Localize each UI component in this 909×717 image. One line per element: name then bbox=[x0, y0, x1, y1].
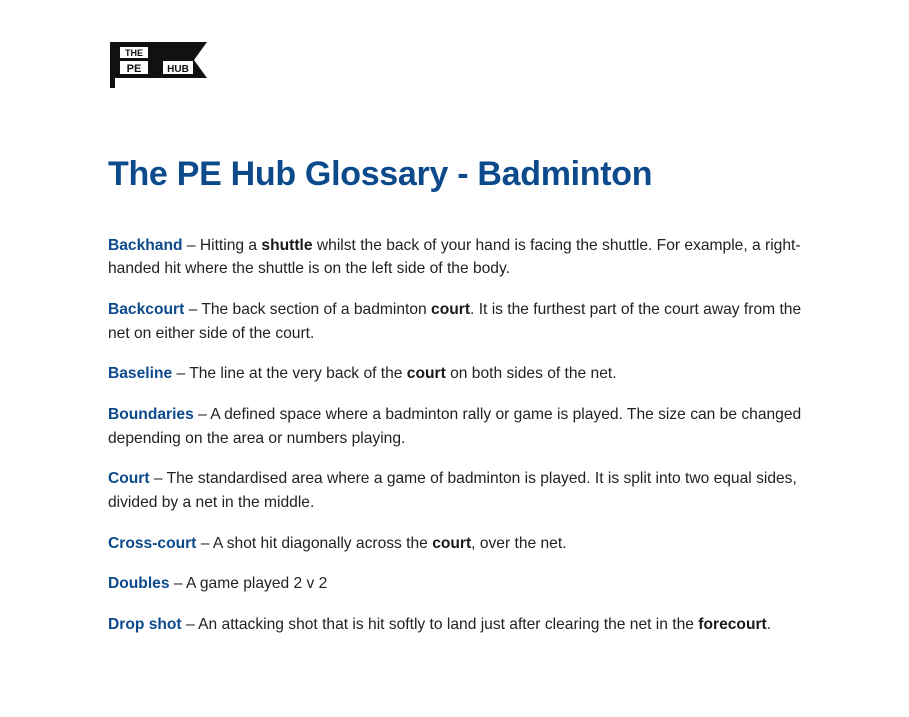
glossary-text: The standardised area where a game of badminton is played. It is split into two equal sides, divided by a net in the middle. bbox=[108, 470, 797, 512]
glossary-text: A shot hit diagonally across the bbox=[212, 534, 433, 552]
glossary-keyword: forecourt bbox=[698, 616, 767, 634]
glossary-entry bbox=[108, 613, 808, 637]
glossary-text: on both sides of the net. bbox=[445, 365, 617, 383]
glossary-dash: – bbox=[184, 300, 202, 318]
glossary-entry bbox=[108, 298, 808, 345]
glossary-text: . bbox=[766, 616, 772, 634]
svg-text:THE: THE bbox=[125, 48, 143, 58]
glossary-term: Baseline bbox=[108, 365, 173, 383]
glossary-definition bbox=[108, 470, 797, 511]
glossary-definition bbox=[189, 365, 616, 382]
glossary-term: Backcourt bbox=[108, 300, 185, 318]
glossary-dash: – bbox=[181, 616, 199, 634]
glossary-definition bbox=[108, 301, 801, 342]
glossary-entry bbox=[108, 234, 808, 281]
glossary-text: The back section of a badminton bbox=[201, 300, 432, 318]
glossary-definition bbox=[108, 237, 801, 278]
glossary-keyword: court bbox=[406, 365, 446, 383]
glossary-text: Hitting a bbox=[199, 236, 262, 254]
glossary-definition bbox=[213, 535, 567, 552]
the-pe-hub-logo bbox=[108, 40, 210, 88]
glossary-term: Court bbox=[108, 470, 150, 488]
glossary-text: An attacking shot that is hit softly to land just after clearing the net in the bbox=[198, 616, 699, 634]
glossary-entry bbox=[108, 572, 808, 596]
glossary-keyword: shuttle bbox=[261, 236, 313, 254]
glossary-term: Cross-court bbox=[108, 534, 197, 552]
glossary-keyword: court bbox=[432, 534, 472, 552]
glossary-definition bbox=[186, 575, 327, 592]
glossary-dash: – bbox=[193, 406, 211, 424]
glossary-entry bbox=[108, 362, 808, 386]
glossary-entry bbox=[108, 403, 808, 450]
glossary-definition bbox=[198, 616, 771, 633]
glossary-keyword: court bbox=[431, 300, 471, 318]
glossary-dash: – bbox=[182, 236, 200, 254]
glossary-dash: – bbox=[172, 365, 190, 383]
glossary-dash: – bbox=[149, 470, 167, 488]
glossary-list bbox=[108, 218, 808, 637]
glossary-text: . It is the furthest part of the court away from the net on either side of the court. bbox=[108, 300, 802, 342]
glossary-term: Boundaries bbox=[108, 406, 194, 424]
glossary-entry bbox=[108, 532, 808, 556]
glossary-term: Doubles bbox=[108, 575, 170, 593]
glossary-term: Drop shot bbox=[108, 616, 182, 634]
glossary-term: Backhand bbox=[108, 236, 183, 254]
glossary-text: A game played 2 v 2 bbox=[186, 575, 328, 593]
glossary-definition bbox=[108, 406, 801, 447]
glossary-dash: – bbox=[169, 575, 186, 593]
glossary-text: A defined space where a badminton rally or game is played. The size can be changed depending on the area or numbers playing. bbox=[108, 406, 802, 447]
svg-text:HUB: HUB bbox=[167, 64, 189, 75]
glossary-entry bbox=[108, 467, 808, 514]
glossary-text: whilst the back of your hand is facing the shuttle. For example, a right-handed hit where the shuttle is on the left side of the body. bbox=[108, 236, 801, 278]
page-title: The PE Hub Glossary - Badminton bbox=[108, 154, 653, 193]
glossary-dash: – bbox=[196, 534, 213, 552]
glossary-text: , over the net. bbox=[471, 534, 567, 552]
svg-text:PE: PE bbox=[126, 63, 142, 75]
glossary-text: The line at the very back of the bbox=[189, 365, 407, 383]
